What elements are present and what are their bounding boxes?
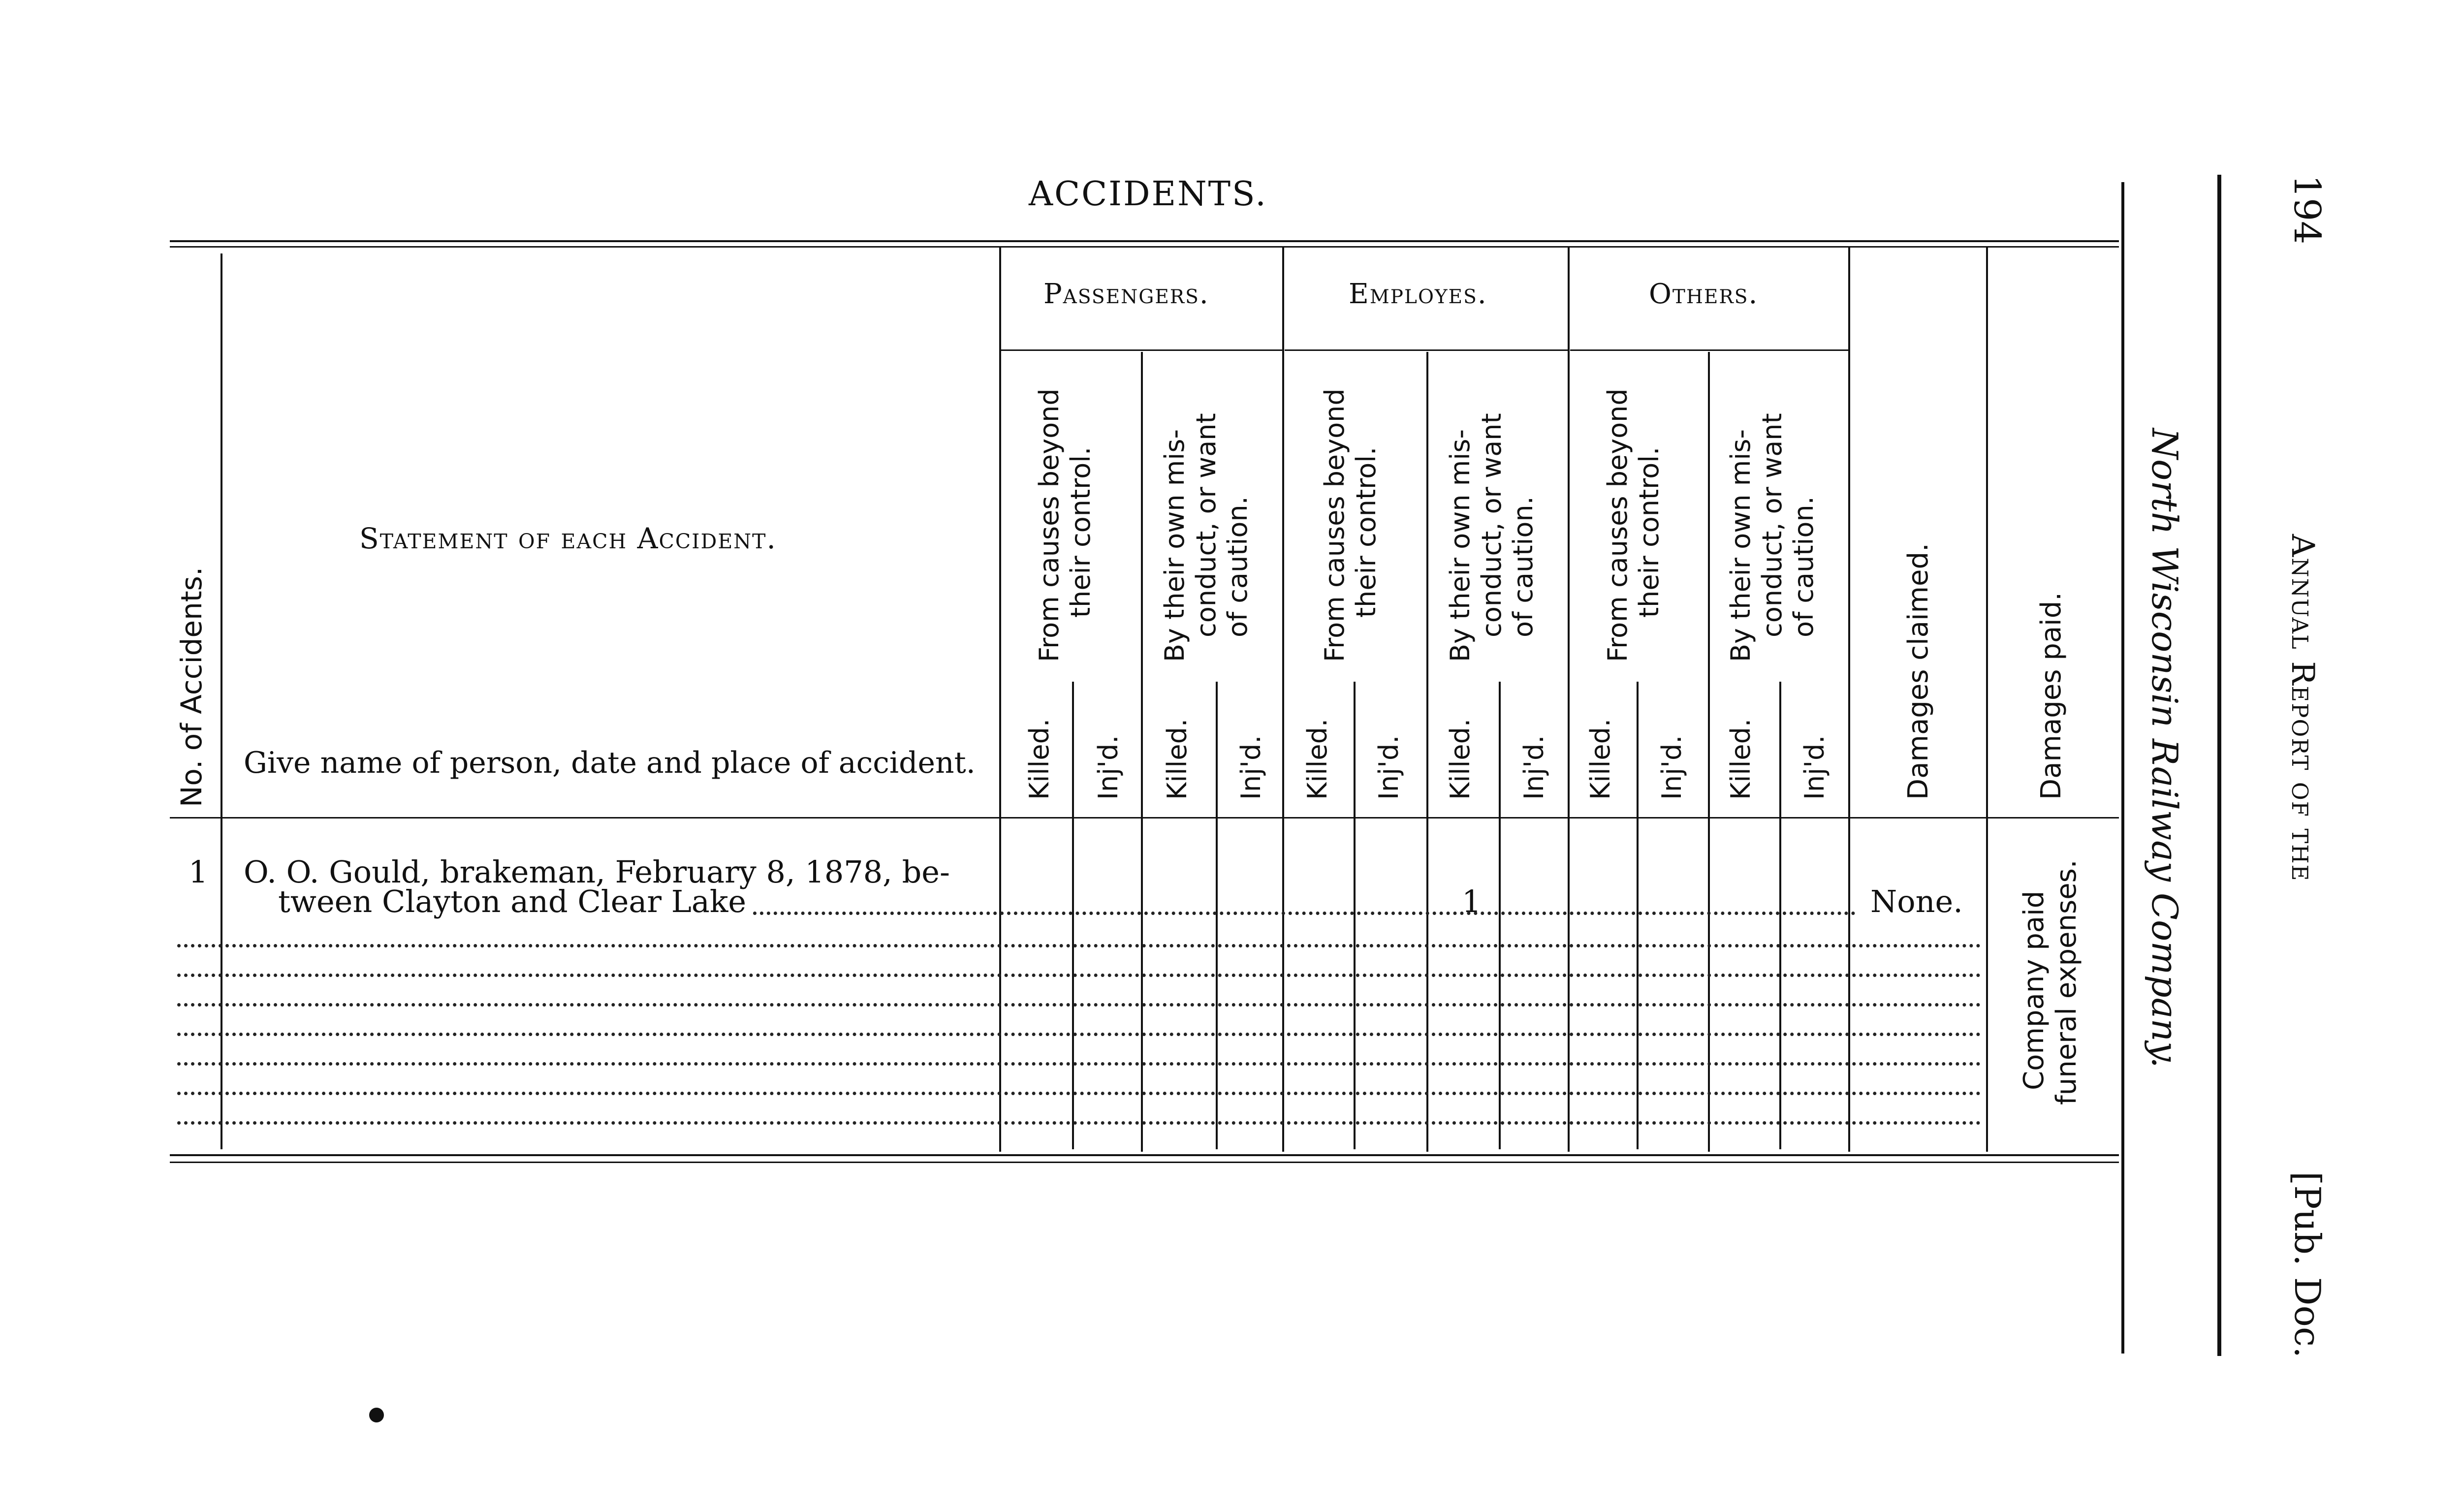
emp-beyond-l2: their control. — [1351, 446, 1382, 618]
row-statement-line2: tween Clayton and Clear Lake — [278, 883, 747, 919]
col-line-ki-5 — [1637, 682, 1639, 1149]
col-line-claimed — [1986, 246, 1988, 1152]
leader-blank-6 — [177, 1092, 1981, 1095]
header-no-of-accidents: No. of Accidents. — [175, 567, 208, 807]
leader-row1 — [753, 912, 1856, 915]
group-underline-emp — [1285, 349, 1568, 351]
emp-own — [1445, 413, 1539, 662]
row-statement-line1: O. O. Gould, brakeman, February 8, 1878, be- — [244, 854, 950, 890]
emp-own-injd: Inj'd. — [1518, 735, 1549, 800]
col-line-pass-split — [1141, 352, 1143, 1152]
leader-blank-4 — [177, 1033, 1981, 1036]
emp-own-l2: conduct, or want — [1476, 413, 1507, 637]
oth-beyond — [1602, 388, 1665, 662]
pass-own-l2: conduct, or want — [1191, 413, 1222, 637]
pass-own-l1: By their own mis- — [1159, 429, 1190, 662]
header-damages-claimed: Damages claimed. — [1902, 543, 1934, 800]
pass-own-l3: of caution. — [1222, 496, 1253, 637]
emp-beyond-l1: From causes beyond — [1319, 388, 1350, 662]
oth-own-injd: Inj'd. — [1799, 735, 1830, 800]
col-line-others — [1848, 246, 1850, 1152]
leader-blank-7 — [177, 1121, 1981, 1125]
emp-own-killed: Killed. — [1445, 718, 1476, 800]
pass-own — [1159, 413, 1254, 662]
leader-blank-2 — [177, 974, 1981, 977]
page-number: 194 — [2286, 175, 2328, 245]
pass-beyond-killed: Killed. — [1024, 718, 1055, 800]
group-underline-pass — [999, 349, 1282, 351]
leader-blank-5 — [177, 1062, 1981, 1066]
oth-beyond-l2: their control. — [1634, 446, 1665, 618]
ink-dot — [369, 1408, 384, 1422]
emp-beyond — [1319, 388, 1382, 662]
top-rule-2 — [170, 246, 2119, 248]
top-rule — [170, 240, 2119, 242]
pass-beyond — [1034, 388, 1097, 662]
bottom-rule-2 — [170, 1162, 2119, 1163]
pass-beyond-l2: their control. — [1065, 446, 1096, 618]
col-line-oth-split — [1708, 352, 1710, 1152]
head-border — [2217, 175, 2221, 1356]
col-line-ki-4 — [1499, 682, 1501, 1149]
oth-own-l3: of caution. — [1788, 496, 1819, 637]
pass-own-killed: Killed. — [1162, 718, 1193, 800]
bottom-rule — [170, 1154, 2119, 1156]
table-title: ACCIDENTS. — [1029, 175, 1267, 214]
pass-beyond-injd: Inj'd. — [1093, 735, 1124, 800]
emp-beyond-killed: Killed. — [1302, 718, 1333, 800]
right-border — [2121, 182, 2124, 1354]
oth-beyond-killed: Killed. — [1585, 718, 1616, 800]
col-line-ki-1 — [1072, 682, 1074, 1149]
header-damages-paid: Damages paid. — [2035, 592, 2067, 800]
group-employes: Employes. — [1349, 278, 1487, 310]
row-damages-claimed: None. — [1870, 883, 1963, 919]
row-number: 1 — [189, 854, 208, 890]
leader-blank-3 — [177, 1003, 1981, 1007]
running-head-title: Annual Report of the — [2284, 534, 2321, 882]
col-line-ki-3 — [1354, 682, 1356, 1149]
group-underline-oth — [1570, 349, 1848, 351]
oth-own-killed: Killed. — [1725, 718, 1756, 800]
col-line-statement — [999, 246, 1001, 1152]
group-others: Others. — [1649, 278, 1759, 310]
emp-beyond-injd: Inj'd. — [1373, 735, 1404, 800]
group-passengers: Passengers. — [1043, 278, 1209, 310]
emp-own-l3: of caution. — [1508, 496, 1539, 637]
oth-own-l1: By their own mis- — [1725, 429, 1756, 662]
col-line-passengers — [1282, 246, 1284, 1152]
row-employes-own-killed: 1 — [1462, 883, 1482, 919]
pass-own-injd: Inj'd. — [1235, 735, 1266, 800]
running-head-company: North Wisconsin Railway Company. — [2144, 428, 2185, 1069]
col-line-employes — [1568, 246, 1570, 1152]
damages-paid-l2: funeral expenses. — [2051, 859, 2082, 1105]
emp-own-l1: By their own mis- — [1445, 429, 1476, 662]
col-line-emp-split — [1426, 352, 1428, 1152]
col-line-ki-6 — [1779, 682, 1781, 1149]
oth-own — [1725, 413, 1820, 662]
header-statement: Statement of each Accident. — [359, 522, 777, 555]
header-bottom — [170, 817, 2119, 819]
damages-paid-l1: Company paid — [2018, 890, 2050, 1090]
col-line-ki-2 — [1216, 682, 1218, 1149]
leader-blank-1 — [177, 944, 1981, 947]
row-damages-paid — [2018, 859, 2083, 1105]
pass-beyond-l1: From causes beyond — [1034, 388, 1065, 662]
running-head-doc: [Pub. Doc. — [2287, 1171, 2328, 1358]
header-statement-sub: Give name of person, date and place of accident. — [244, 746, 976, 780]
oth-beyond-l1: From causes beyond — [1602, 388, 1633, 662]
col-line-no — [221, 253, 222, 1149]
oth-beyond-injd: Inj'd. — [1656, 735, 1687, 800]
oth-own-l2: conduct, or want — [1757, 413, 1788, 637]
